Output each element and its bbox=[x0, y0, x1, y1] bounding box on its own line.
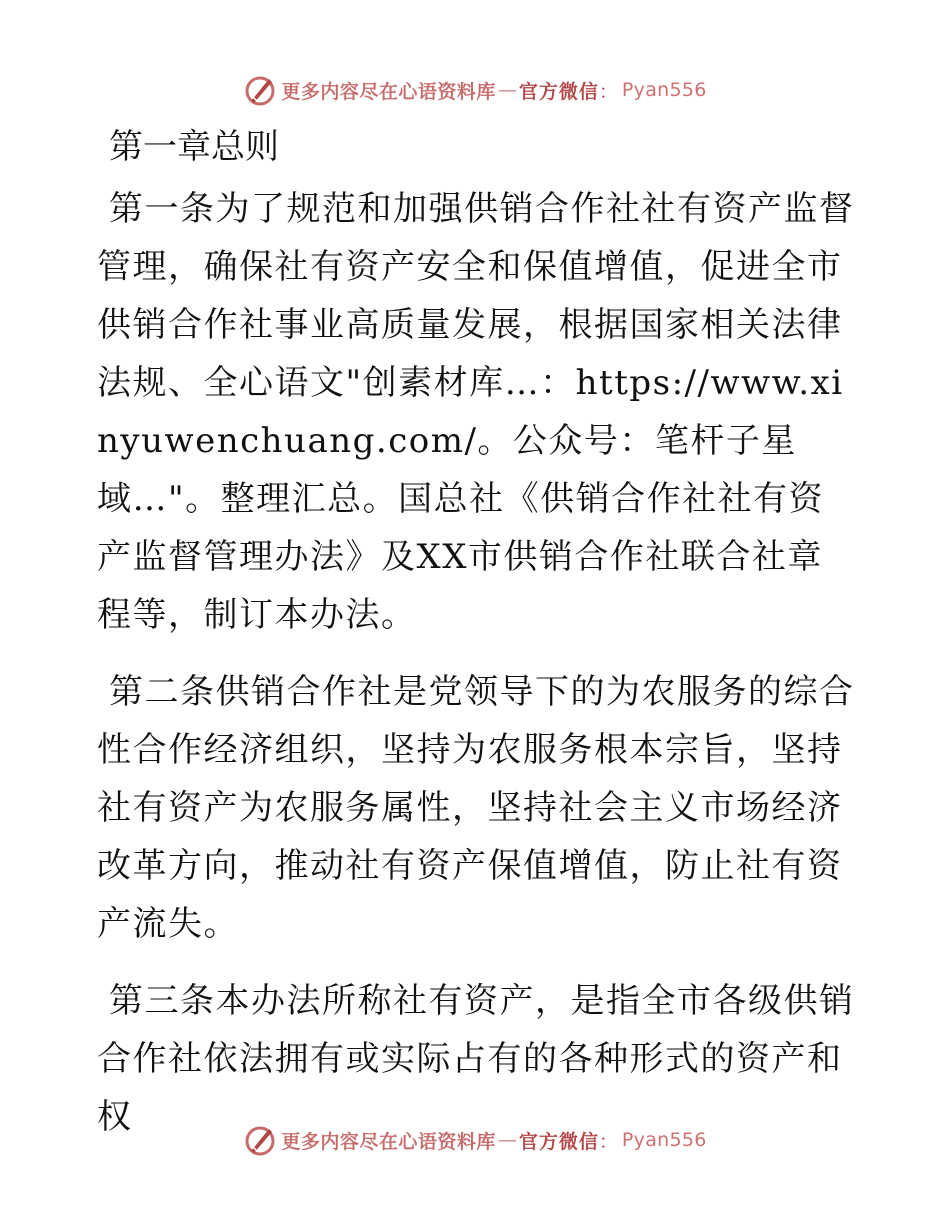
watermark-wechat-label: 官方微信 bbox=[518, 1130, 599, 1153]
watermark-separator: — bbox=[497, 79, 517, 101]
document-body bbox=[97, 118, 857, 1165]
quill-logo-icon bbox=[243, 73, 277, 107]
watermark-banner-top bbox=[0, 70, 950, 110]
quill-logo-icon bbox=[243, 1123, 277, 1157]
watermark-separator: — bbox=[497, 1129, 517, 1151]
article-paragraph: 第二条供销合作社是党领导下的为农服务的综合性合作经济组织，坚持为农服务根本宗旨，坚持社有资产为农服务属性，坚持社会主义市场经济改革方向，推动社有资产保值增值，防止社有资产流失。 bbox=[97, 672, 855, 944]
article-paragraph: 第一条为了规范和加强供销合作社社有资产监督管理，确保社有资产安全和保值增值，促进全市供销合作社事业高质量发展，根据国家相关法律法规、全心语文"创素材库…：https://www.xinyuwenchuang.com/。公众号：笔杆子星域…"。整理汇总。国总社《供销合作社社有资产监督管理办法》及XX市供销合作社联合社章程等，制订本办法。 bbox=[97, 189, 855, 635]
article-paragraph: 第三条本办法所称社有资产，是指全市各级供销合作社依法拥有或实际占有的各种形式的资产和权 bbox=[97, 981, 855, 1137]
watermark-wechat-id: Pyan556 bbox=[621, 79, 707, 101]
watermark-site-text: 更多内容尽在心语资料库 bbox=[281, 1130, 496, 1153]
watermark-wechat-id: Pyan556 bbox=[621, 1129, 707, 1151]
watermark-banner-bottom bbox=[0, 1120, 950, 1160]
watermark-colon: ： bbox=[598, 80, 618, 103]
watermark-site-text: 更多内容尽在心语资料库 bbox=[281, 80, 496, 103]
watermark-colon: ： bbox=[598, 1130, 618, 1153]
chapter-title: 第一章总则 bbox=[109, 127, 279, 167]
watermark-wechat-label: 官方微信 bbox=[518, 80, 599, 103]
